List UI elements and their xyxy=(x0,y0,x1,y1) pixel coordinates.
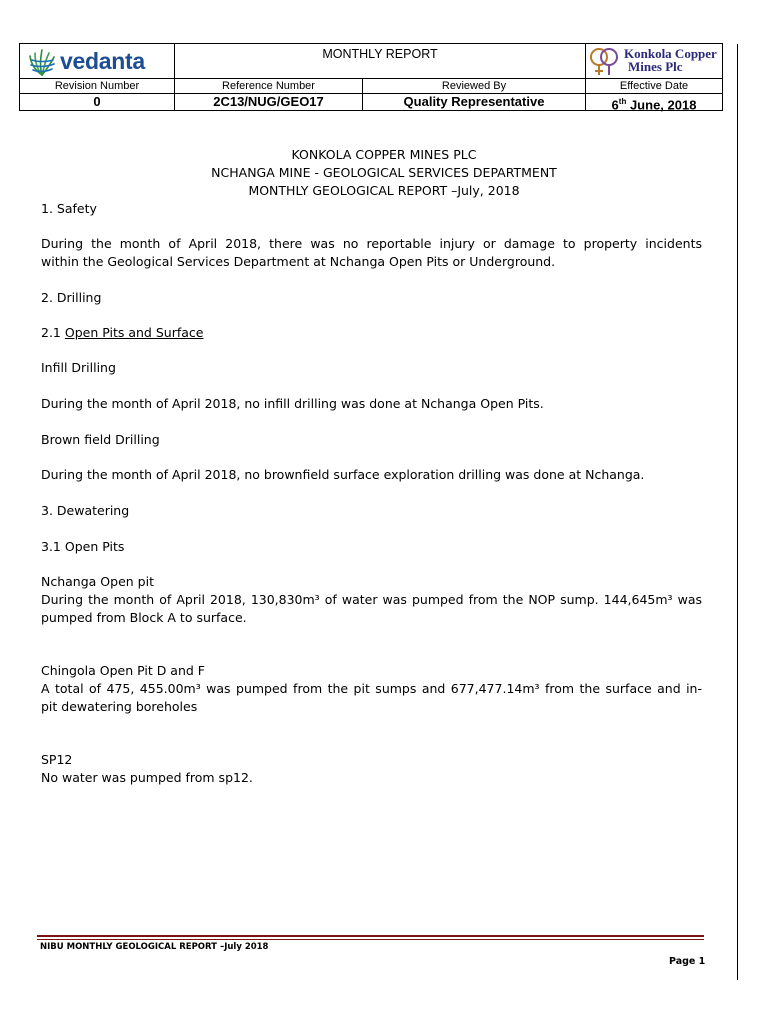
sp12-title: SP12 xyxy=(41,752,73,767)
department-heading: NCHANGA MINE - GEOLOGICAL SERVICES DEPARTMENT xyxy=(211,165,557,180)
safety-line-1: During the month of April 2018, there was no reportable injury or damage to property incidents xyxy=(41,236,702,251)
effective-date-rest: June, 2018 xyxy=(626,97,697,113)
reference-number-label: Reference Number xyxy=(174,78,363,94)
effective-date-suffix: th xyxy=(618,97,627,106)
sp12-text: No water was pumped from sp12. xyxy=(41,770,253,785)
reference-number-value: 2C13/NUG/GEO17 xyxy=(174,93,363,111)
kcm-logo-cell xyxy=(585,43,723,79)
page-number: Page 1 xyxy=(669,956,706,967)
nchanga-line-1: During the month of April 2018, 130,830m³ of water was pumped from the NOP sump. 144,645m³ was xyxy=(41,592,702,607)
nchanga-line-2: pumped from Block A to surface. xyxy=(41,610,247,625)
infill-drilling-title: Infill Drilling xyxy=(41,360,116,375)
report-heading: MONTHLY GEOLOGICAL REPORT –July, 2018 xyxy=(248,183,520,198)
report-title: MONTHLY REPORT xyxy=(322,47,438,61)
effective-date-day: 6 xyxy=(611,97,619,113)
brownfield-drilling-title: Brown field Drilling xyxy=(41,432,160,447)
chingola-line-2: pit dewatering boreholes xyxy=(41,699,198,714)
kcm-logo-text xyxy=(624,47,717,73)
safety-paragraph xyxy=(41,235,702,271)
vedanta-leaf-icon xyxy=(27,48,57,76)
kcm-logo-line1: Konkola Copper xyxy=(624,46,717,61)
vedanta-logo xyxy=(27,48,171,76)
chingola-open-pit-paragraph xyxy=(41,680,702,716)
footer-title: NIBU MONTHLY GEOLOGICAL REPORT –July 2018 xyxy=(40,942,269,952)
safety-line-2: within the Geological Services Department at Nchanga Open Pits or Underground. xyxy=(41,254,556,269)
vedanta-logo-cell xyxy=(19,43,175,79)
reviewed-by-label: Reviewed By xyxy=(362,78,586,94)
section-open-pits-title: 3.1 Open Pits xyxy=(41,539,125,554)
chingola-line-1: A total of 475, 455.00m³ was pumped from the pit sumps and 677,477.14m³ from the surface and in- xyxy=(41,681,702,696)
chingola-open-pit-title: Chingola Open Pit D and F xyxy=(41,663,205,678)
section-drilling-title: 2. Drilling xyxy=(41,290,102,305)
section-number: 2.1 xyxy=(41,325,65,340)
footer-rule-thick xyxy=(37,935,704,937)
brownfield-drilling-text: During the month of April 2018, no brownfield surface exploration drilling was done at Nchanga. xyxy=(41,467,645,482)
effective-date-value xyxy=(585,93,723,111)
kcm-logo-line2: Mines Plc xyxy=(628,59,683,74)
effective-date-label: Effective Date xyxy=(585,78,723,94)
section-dewatering-title: 3. Dewatering xyxy=(41,503,130,518)
infill-drilling-text: During the month of April 2018, no infill drilling was done at Nchanga Open Pits. xyxy=(41,396,544,411)
footer-rule-thin xyxy=(37,939,704,940)
section-safety-title: 1. Safety xyxy=(41,201,97,216)
section-open-pits-surface-label: Open Pits and Surface xyxy=(64,325,204,340)
kcm-logo xyxy=(588,46,722,78)
nchanga-open-pit-paragraph xyxy=(41,591,702,627)
vedanta-logo-text: vedanta xyxy=(60,48,145,74)
revision-number-label: Revision Number xyxy=(19,78,175,94)
section-open-pits-surface-title xyxy=(41,324,203,342)
nchanga-open-pit-title: Nchanga Open pit xyxy=(41,574,154,589)
kcm-rings-icon xyxy=(588,46,624,78)
report-title-cell xyxy=(174,43,586,79)
reviewed-by-value: Quality Representative xyxy=(362,93,586,111)
document-header-table xyxy=(19,43,723,111)
company-heading: KONKOLA COPPER MINES PLC xyxy=(291,147,477,162)
revision-number-value: 0 xyxy=(19,93,175,111)
